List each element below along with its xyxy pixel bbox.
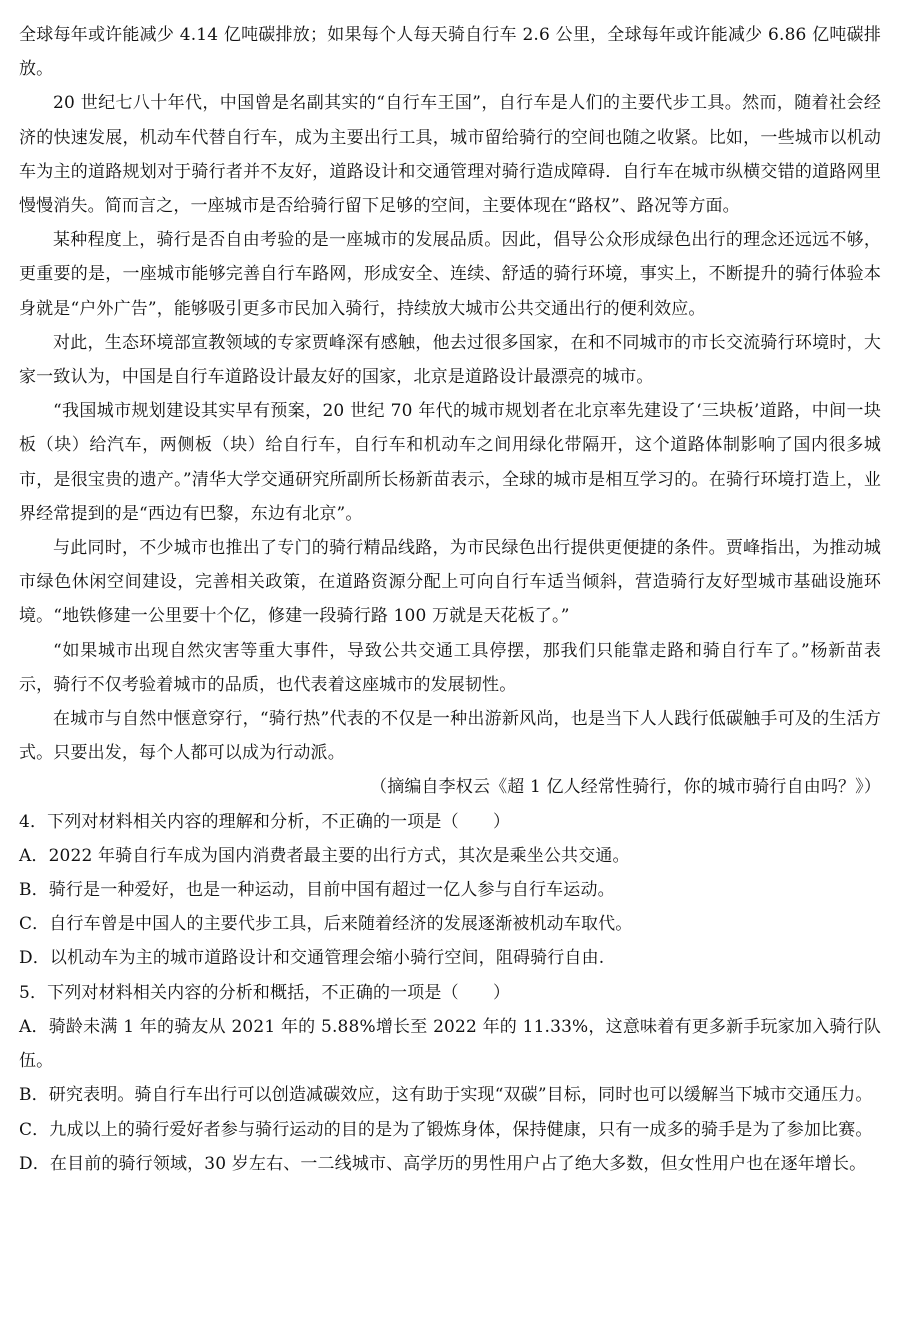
answer-option-a: A．2022 年骑自行车成为国内消费者最主要的出行方式，其次是乘坐公共交通。 [19,845,630,866]
question-4 [19,805,881,976]
question-5 [19,976,881,1181]
answer-option-c: C．九成以上的骑行爱好者参与骑行运动的目的是为了锻炼身体，保持健康，只有一成多的骑手是为了参加比赛。 [19,1119,873,1140]
answer-option-c: C．自行车曾是中国人的主要代步工具，后来随着经济的发展逐渐被机动车取代。 [19,914,633,935]
answer-option-b: B．骑行是一种爱好，也是一种运动，目前中国有超过一亿人参与自行车运动。 [19,880,615,901]
document-page [19,18,881,1181]
article-paragraph: 某种程度上，骑行是否自由考验的是一座城市的发展品质。因此，倡导公众形成绿色出行的理念还远远不够，更重要的是，一座城市能够完善自行车路网，形成安全、连续、舒适的骑行环境，事实上，不断提升的骑行体验本身就是“户外广告”，能够吸引更多市民加入骑行，持续放大城市公共交通出行的便利效应。 [19,230,881,319]
article-body [19,18,881,805]
article-paragraph: 全球每年或许能减少 4.14 亿吨碳排放；如果每个人每天骑自行车 2.6 公里，全球每年或许能减少 6.86 亿吨碳排放。 [19,25,881,80]
answer-option-b: B．研究表明。骑自行车出行可以创造减碳效应，这有助于实现“双碳”目标，同时也可以缓解当下城市交通压力。 [19,1085,873,1106]
article-paragraph: 与此同时，不少城市也推出了专门的骑行精品线路，为市民绿色出行提供更便捷的条件。贾峰指出，为推动城市绿色休闲空间建设，完善相关政策，在道路资源分配上可向自行车适当倾斜，营造骑行友好型城市基础设施环境。“地铁修建一公里要十个亿，修建一段骑行路 100 万就是天花板了。” [19,538,881,627]
article-source: （摘编自李权云《超 1 亿人经常性骑行，你的城市骑行自由吗？》） [370,777,881,798]
answer-option-d: D．在目前的骑行领域，30 岁左右、一二线城市、高学历的男性用户占了绝大多数，但女性用户也在逐年增长。 [19,1153,867,1174]
article-paragraph: “如果城市出现自然灾害等重大事件，导致公共交通工具停摆，那我们只能靠走路和骑自行车了。”杨新苗表示，骑行不仅考验着城市的品质，也代表着这座城市的发展韧性。 [19,640,881,695]
article-paragraph: 20 世纪七八十年代，中国曾是名副其实的“自行车王国”，自行车是人们的主要代步工具。然而，随着社会经济的快速发展，机动车代替自行车，成为主要出行工具，城市留给骑行的空间也随之收紧。比如，一些城市以机动车为主的道路规划对于骑行者并不友好，道路设计和交通管理对骑行造成障碍．自行车在城市纵横交错的道路网里慢慢消失。简而言之，一座城市是否给骑行留下足够的空间，主要体现在“路权”、路况等方面。 [19,93,881,217]
answer-option-a: A．骑龄未满 1 年的骑友从 2021 年的 5.88%增长至 2022 年的 11.33%，这意味着有更多新手玩家加入骑行队伍。 [19,1016,881,1072]
answer-option-d: D．以机动车为主的城市道路设计和交通管理会缩小骑行空间，阻碍骑行自由. [19,948,605,969]
article-paragraph: “我国城市规划建设其实早有预案，20 世纪 70 年代的城市规划者在北京率先建设了‘三块板’道路，中间一块板（块）给汽车，两侧板（块）给自行车，自行车和机动车之间用绿化带隔开，这个道路体制影响了国内很多城市，是很宝贵的遗产。”清华大学交通研究所副所长杨新苗表示，全球的城市是相互学习的。在骑行环境打造上，业界经常提到的是“西边有巴黎，东边有北京”。 [19,401,881,524]
article-paragraph: 对此，生态环境部宣教领域的专家贾峰深有感触，他去过很多国家，在和不同城市的市长交流骑行环境时，大家一致认为，中国是自行车道路设计最友好的国家，北京是道路设计最漂亮的城市。 [19,332,881,388]
article-paragraph: 在城市与自然中惬意穿行，“骑行热”代表的不仅是一种出游新风尚，也是当下人人践行低碳触手可及的生活方式。只要出发，每个人都可以成为行动派。 [19,709,881,764]
question-stem: 5．下列对材料相关内容的分析和概括，不正确的一项是（ ） [19,982,511,1003]
question-stem: 4．下列对材料相关内容的理解和分析，不正确的一项是（ ） [19,811,511,832]
